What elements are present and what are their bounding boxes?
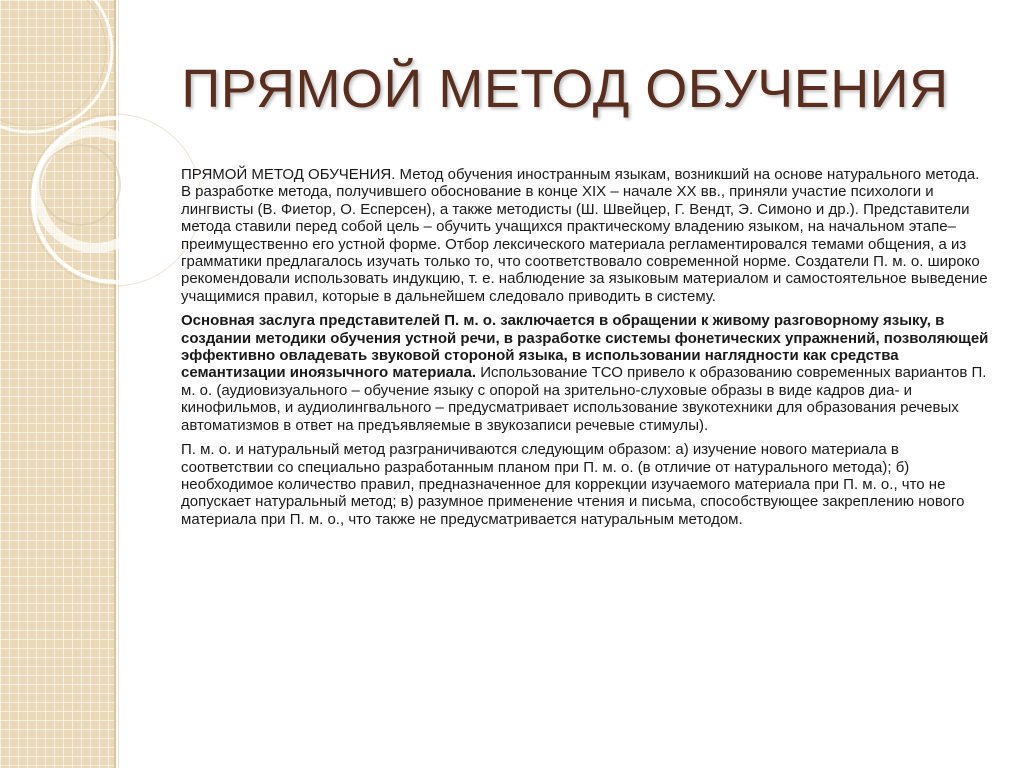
slide-title: ПРЯМОЙ МЕТОД ОБУЧЕНИЯ xyxy=(181,59,949,119)
decorative-side-band xyxy=(0,0,114,768)
paragraph-definition: ПРЯМОЙ МЕТОД ОБУЧЕНИЯ. Метод обучения иностранным языкам, возникший на основе натурального метода. В разработке метода, получившего обоснование в конце XIX – начале XX вв., приняли участие психологи и лингвисты (В. Фиетор, О. Есперсен), а также методисты (Ш. Швейцер, Г. Вендт, Э. Симоно и др.). Представители метода ставили перед собой цель – обучить учащихся практическому владению языком, на начальном этапе– преимущественно его устной форме. Отбор лексического материала регламентировался темами общения, а из грамматики предлагалось изучать только то, что соответствовало современной норме. Создатели П. м. о. широко рекомендовали использовать индукцию, т. е. наблюдение за языковым материалом и самостоятельное выведение учащимися правил, которые в дальнейшем следовало приводить в систему. xyxy=(181,166,988,305)
paragraph-distinctions: П. м. о. и натуральный метод разграничиваются следующим образом: а) изучение нового материала в соответствии со специально разработанным планом при П. м. о. (в отличие от натурального метода); б) необходимое количество правил, предназначенное для коррекции изучаемого материала при П. м. о., что не допускает натуральный метод; в) разумное применение чтения и письма, способствующее закреплению нового материала при П. м. о., что также не предусматривается натуральным методом. xyxy=(181,441,965,528)
slide-content xyxy=(181,166,993,535)
side-band-border-light xyxy=(118,0,119,768)
paragraph-merits-bold: Основная заслуга представителей П. м. о. заключается в обращении к живому разговорному языку, в создании методики обучения устной речи, в разработке системы фонетических упражнений, позволяющей эффективно овладевать звуковой стороной языка, в использовании наглядности как средства семантизации иноязычного материала. xyxy=(181,312,989,382)
side-band-border xyxy=(114,0,116,768)
paragraph-merits-rest: Использование ТСО привело к образованию современных вариантов П. м. о. (аудиовизуального – обучение языку с опорой на зрительно-слуховые образы в виде кадров диа- и кинофильмов, и аудиолингвального – предусматривает использование звукотехники для образования речевых автоматизмов в ответ на предъявляемые в звукозаписи речевые стимулы). xyxy=(181,364,987,434)
paragraph-merits xyxy=(181,312,993,434)
